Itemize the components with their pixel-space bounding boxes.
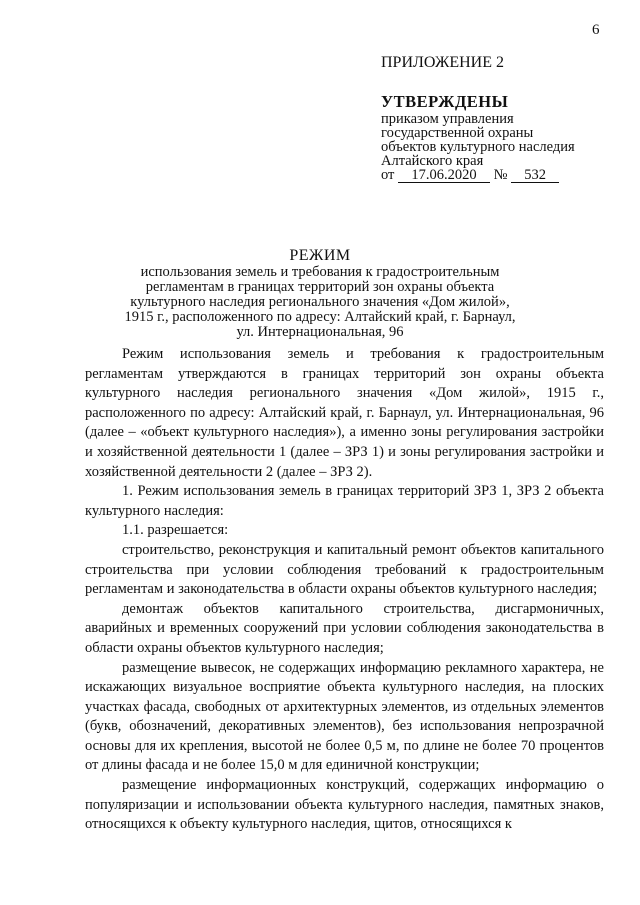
decree-date-line xyxy=(381,168,575,183)
approval-line: Алтайского края xyxy=(381,153,484,169)
paragraph-section-1: 1. Режим использования земель в границах территорий ЗРЗ 1, ЗРЗ 2 объекта культурного наследия: xyxy=(85,483,604,519)
document-title: РЕЖИМ xyxy=(289,247,351,264)
subtitle-line: культурного наследия регионального значения «Дом жилой», xyxy=(130,294,510,310)
document-body xyxy=(85,345,604,835)
document-heading xyxy=(105,247,535,340)
approval-title: УТВЕРЖДЕНЫ xyxy=(381,92,509,111)
decree-date: 17.06.2020 xyxy=(398,169,490,183)
approval-line: объектов культурного наследия xyxy=(381,139,575,155)
approval-line: приказом управления xyxy=(381,111,514,127)
subtitle-line: регламентам в границах территорий зон охраны объекта xyxy=(145,279,495,295)
date-prefix: от xyxy=(381,167,395,183)
page-number: 6 xyxy=(592,22,600,38)
subtitle-line: ул. Интернациональная, 96 xyxy=(236,324,404,340)
subtitle-line: 1915 г., расположенного по адресу: Алтайский край, г. Барнаул, xyxy=(124,309,516,325)
number-sign: № xyxy=(493,167,508,183)
subtitle-line: использования земель и требования к градостроительным xyxy=(140,264,500,280)
decree-number: 532 xyxy=(511,169,559,183)
appendix-label: ПРИЛОЖЕНИЕ 2 xyxy=(381,54,505,71)
paragraph-item-info-structures: размещение информационных конструкций, содержащих информацию о популяризации и использовании объекта культурного наследия, памятных знаков, относящихся к объекту культурного наследия, щитов, относящихся к xyxy=(85,777,604,833)
paragraph-item-signage: размещение вывесок, не содержащих информацию рекламного характера, не искажающих визуальное восприятие объекта культурного наследия, на плоских участках фасада, свободных от архитектурных элементов, из отдельных элементов (букв, обозначений, декоративных элементов), без использования непрозрачной основы для их крепления, высотой не более 0,5 м, по длине не более 70 процентов от длины фасада и не более 15,0 м для единичной конструкции; xyxy=(85,659,604,774)
approval-line: государственной охраны xyxy=(381,125,534,141)
paragraph-item-demolition: демонтаж объектов капитального строительства, дисгармоничных, аварийных и временных сооружений при условии соблюдения законодательства в области охраны объектов культурного наследия; xyxy=(85,600,604,656)
paragraph-intro: Режим использования земель и требования к градостроительным регламентам утверждаются в границах территорий зон охраны объекта культурного наследия регионального значения «Дом жилой», 1915 г., расположенного по адресу: Алтайский край, г. Барнаул, ул. Интернациональная, 96 (далее – «объект культурного наследия»), а именно зоны регулирования застройки и хозяйственной деятельности 1 (далее – ЗРЗ 1) и зоны регулирования застройки и хозяйственной деятельности 2 (далее – ЗРЗ 2). xyxy=(85,346,604,480)
approval-block xyxy=(381,94,575,183)
paragraph-item-construction: строительство, реконструкция и капитальный ремонт объектов капитального строительства при условии соблюдения требований к градостроительным регламентам и законодательства в области охраны объектов культурного наследия; xyxy=(85,541,604,598)
paragraph-subsection-1-1: 1.1. разрешается: xyxy=(122,522,229,539)
